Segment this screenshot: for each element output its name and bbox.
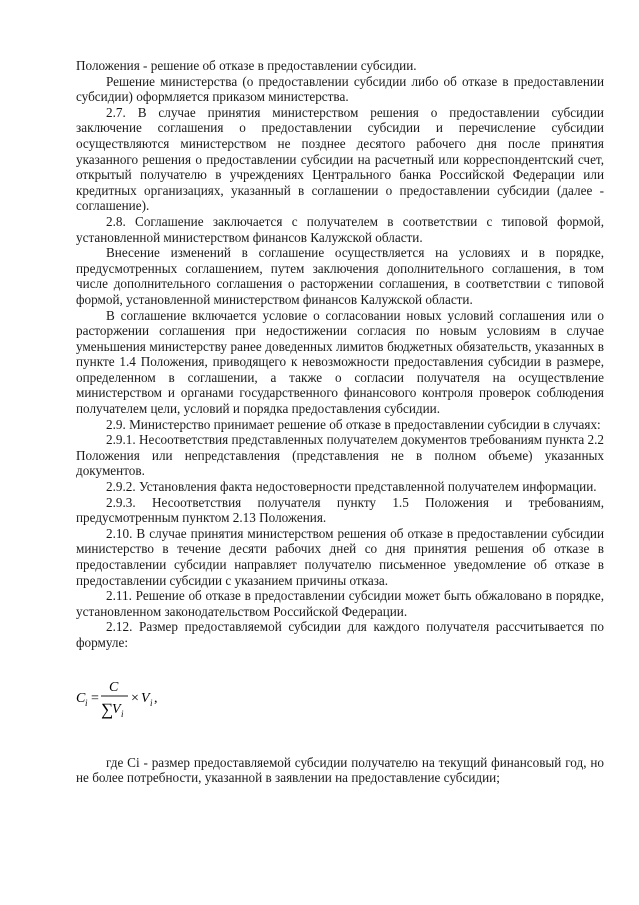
formula-trail: , [154, 690, 158, 706]
paragraph-p9: 2.9.3. Несоответствия получателя пункту 1.5 Положения и требованиям, предусмотренным пунктом 2.13 Положения. [76, 494, 604, 526]
paragraph-p12: 2.12. Размер предоставляемой субсидии для каждого получателя рассчитывается по формуле: [76, 619, 604, 650]
paragraph-p4: Внесение изменений в соглашение осуществляется на условиях и в порядке, предусмотренных соглашением, путем заключения дополнительного соглашения, в том числе дополнительного соглашения о расторжении соглашения, в соответствии с типовой формой, установленной министерством финансов Калужской области. [76, 245, 604, 307]
formula-rhs-sub: i [150, 697, 153, 708]
formula-denom-sub: i [121, 708, 124, 719]
paragraph-p5: В соглашение включается условие о согласовании новых условий соглашения или о расторжении соглашения при недостижении согласия по новым условиям в случае уменьшения министерству ранее доведенных лимитов бюджетных обязательств, указанных в пункте 1.4 Положения, приводящего к невозможности предоставления субсидии в размере, определенном в соглашении, а также о согласии получателя на осуществление министерством и органами государственного финансового контроля проверок соблюдения получателем цели, условий и порядка предоставления субсидии. [76, 307, 604, 417]
formula-denom-var: V [112, 701, 121, 717]
formula-numerator: C [109, 679, 119, 695]
document-body-bottom [76, 755, 604, 786]
paragraph-p6: 2.9. Министерство принимает решение об отказе в предоставлении субсидии в случаях: [106, 416, 601, 432]
paragraph-p13: где Ci - размер предоставляемой субсидии получателю на текущий финансовый год, но не более потребности, указанной в заявлении на предоставление субсидии; [76, 754, 604, 786]
document-body-top [76, 58, 604, 651]
paragraph-p1: Решение министерства (о предоставлении субсидии либо об отказе в предоставлении субсидии) оформляется приказом министерства. [76, 73, 604, 105]
formula-graphic [76, 673, 196, 719]
formula-equals: = [91, 690, 99, 706]
formula-lhs: C [76, 690, 86, 706]
paragraph-p3: 2.8. Соглашение заключается с получателем в соответствии с типовой формой, установленной министерством финансов Калужской области. [76, 213, 604, 245]
paragraph-p7: 2.9.1. Несоответствия представленных получателем документов требованиям пункта 2.2 Положения или непредставления (представления не в полном объеме) указанных документов. [76, 432, 604, 479]
paragraph-p2: 2.7. В случае принятия министерством решения о предоставлении субсидии заключение соглашения о предоставлении субсидии и перечисление субсидии осуществляются министерством не позднее десятого рабочего дня после принятия указанного решения о предоставлении субсидии на расчетный или корреспондентский счет, открытый получателю в учреждениях Центрального банка Российской Федерации или кредитных организациях, указанный в соглашении о предоставлении субсидии (далее - соглашение). [76, 104, 604, 214]
formula-rhs-var: V [141, 690, 150, 706]
document-page [76, 58, 604, 786]
subsidy-formula [76, 673, 604, 719]
paragraph-p8: 2.9.2. Установления факта недостоверности представленной получателем информации. [106, 479, 597, 495]
paragraph-p10: 2.10. В случае принятия министерством решения об отказе в предоставлении субсидии министерство в течение десяти рабочих дней со дня принятия решения об отказе в предоставлении субсидии направляет получателю письменное уведомление об отказе в предоставлении субсидии с указанием причины отказа. [76, 525, 604, 588]
formula-lhs-sub: i [85, 697, 88, 708]
paragraph-p0: Положения - решение об отказе в предоставлении субсидии. [76, 58, 417, 73]
formula-times: × [131, 690, 139, 706]
paragraph-p11: 2.11. Решение об отказе в предоставлении субсидии может быть обжаловано в порядке, установленном законодательством Российской Федерации. [76, 588, 604, 619]
formula-sigma: ∑ [101, 699, 114, 719]
